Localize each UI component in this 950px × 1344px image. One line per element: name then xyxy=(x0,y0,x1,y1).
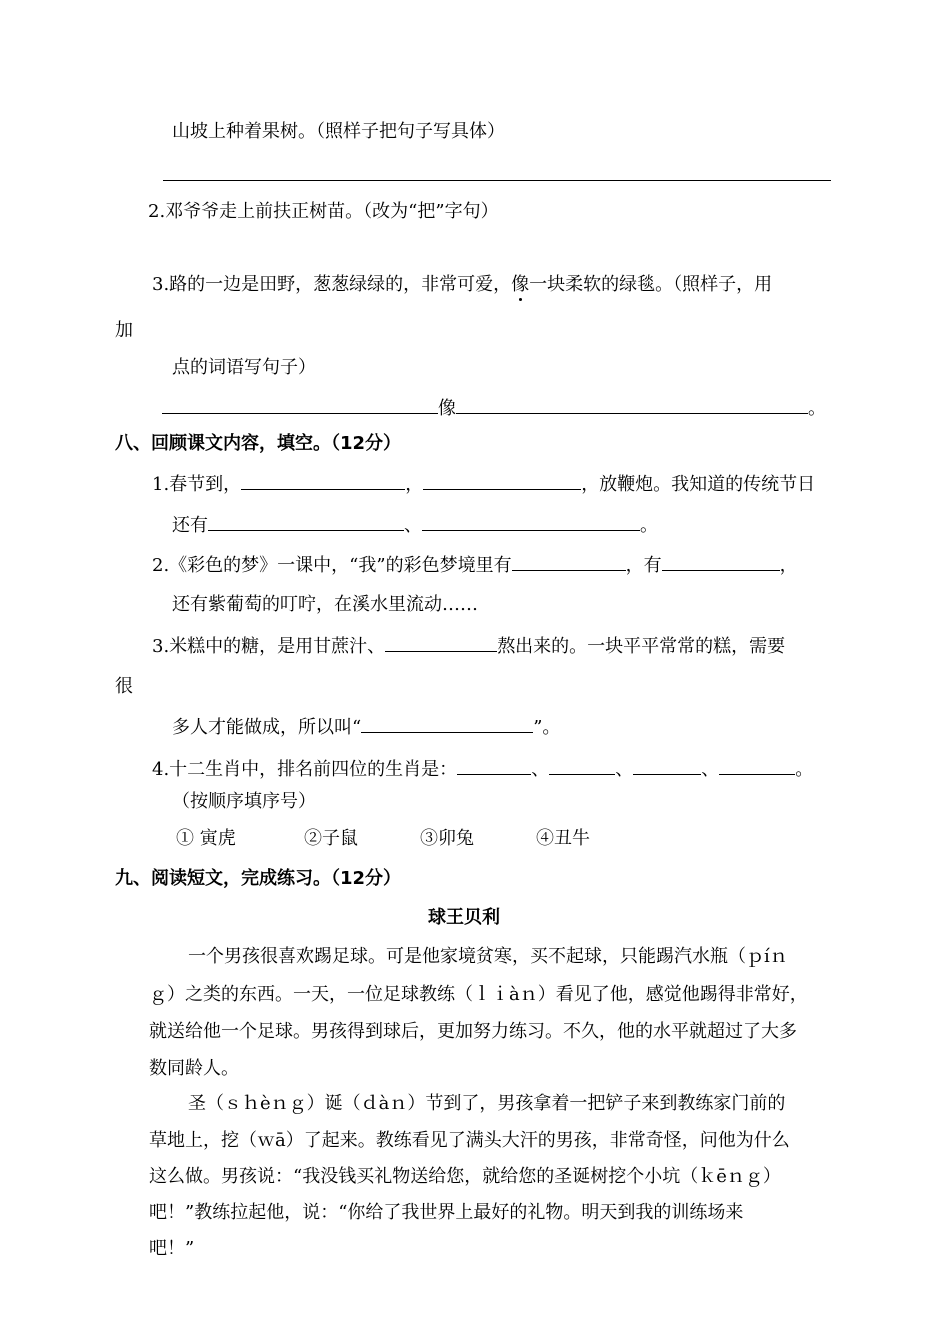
s8-q1-text-b: ， xyxy=(405,474,424,495)
s8-q3-wrap: 很 xyxy=(115,676,133,697)
s9-p1-line-3: 就送给他一个足球。男孩得到球后，更加努力练习。不久，他的水平就超过了大多 xyxy=(149,1021,797,1042)
s8-q3-text-a: 3.米糕中的糖，是用甘蔗汁、 xyxy=(152,636,386,657)
s8-q1-text-c: ，放鞭炮。我知道的传统节日 xyxy=(581,474,816,495)
s8-q1-text-e: 、 xyxy=(404,515,422,536)
s9-p2-line-4: 吧！”教练拉起他，说：“你给了我世界上最好的礼物。明天到我的训练场来 xyxy=(149,1202,744,1223)
s8-q4-option-3: ③卯兔 xyxy=(420,828,474,849)
s8-q2-line1 xyxy=(152,552,798,578)
s8-q4-blank-2[interactable] xyxy=(549,756,615,775)
s7-q3-blank-1[interactable] xyxy=(162,395,438,414)
s9-p2-line-2: 草地上，挖（ｗā）了起来。教练看见了满头大汗的男孩，非常奇怪，问他为什么 xyxy=(149,1130,790,1151)
s8-q3-line1 xyxy=(152,633,785,659)
s7-q3-line2: 点的词语写句子） xyxy=(172,357,316,378)
s8-q4-note: （按顺序填序号） xyxy=(172,791,316,812)
s8-q3-text-c: 多人才能做成，所以叫“ xyxy=(172,717,362,738)
s7-q3-dotted-char: 像 xyxy=(511,274,530,295)
s7-q3-blank-end: 。 xyxy=(808,398,826,419)
s7-q3-line1 xyxy=(152,273,772,297)
s7-q2-text: 2.邓爷爷走上前扶正树苗。（改为“把”字句） xyxy=(148,201,499,222)
s8-q4-blank-3[interactable] xyxy=(633,756,701,775)
s8-q3-text-d: ”。 xyxy=(533,717,561,738)
s7-q3-line1-a: 3.路的一边是田野，葱葱绿绿的，非常可爱， xyxy=(152,274,512,295)
s8-q4-option-1: ① 寅虎 xyxy=(176,828,236,849)
s8-q2-text-b: ，有 xyxy=(625,555,662,576)
s8-q1-blank-2[interactable] xyxy=(423,471,581,490)
s8-q2-line2: 还有紫葡萄的叮咛，在溪水里流动…… xyxy=(172,594,478,615)
s8-q1-text-a: 1.春节到， xyxy=(152,474,242,495)
s8-q3-blank-1[interactable] xyxy=(385,633,497,652)
s8-q2-text-a: 2.《彩色的梦》一课中，“我”的彩色梦境里有 xyxy=(152,555,512,576)
s8-q3-blank-2[interactable] xyxy=(361,714,533,733)
s7-q1-answer-line[interactable] xyxy=(163,162,831,181)
s8-q2-blank-2[interactable] xyxy=(662,552,780,571)
s8-q4-option-4: ④丑牛 xyxy=(536,828,590,849)
s8-q4-text-a: 4.十二生肖中，排名前四位的生肖是： xyxy=(152,759,458,780)
s8-q2-blank-1[interactable] xyxy=(512,552,626,571)
s9-p1-line-2: ｇ）之类的东西。一天，一位足球教练（ｌｉàｎ）看见了他，感觉他踢得非常好， xyxy=(149,984,808,1005)
s8-q1-blank-3[interactable] xyxy=(208,512,404,531)
s8-q4-blank-4[interactable] xyxy=(719,756,795,775)
s8-q1-text-d: 还有 xyxy=(172,515,208,536)
s8-q4-end: 。 xyxy=(795,759,814,780)
s8-q1-blank-4[interactable] xyxy=(422,512,640,531)
s9-title: 球王贝利 xyxy=(428,907,500,928)
s7-q3-wrap: 加 xyxy=(115,320,133,341)
s9-p1-line-4: 数同龄人。 xyxy=(149,1058,239,1079)
s7-q3-blank-2[interactable] xyxy=(456,395,808,414)
s9-p2-line-1: 圣（ｓｈèｎｇ）诞（ｄàｎ）节到了，男孩拿着一把铲子来到教练家门前的 xyxy=(188,1093,786,1114)
s8-q4-blank-1[interactable] xyxy=(457,756,531,775)
s9-heading: 九、阅读短文，完成练习。（12分） xyxy=(115,868,402,889)
s8-q4-sep-3: 、 xyxy=(701,759,720,780)
s7-q3-blank-mid: 像 xyxy=(438,398,456,419)
s8-q1-text-f: 。 xyxy=(640,515,658,536)
s8-q4-sep-2: 、 xyxy=(615,759,634,780)
s8-q2-text-c: ， xyxy=(779,555,798,576)
s8-q1-blank-1[interactable] xyxy=(241,471,405,490)
s7-q3-line1-b: 一块柔软的绿毯。（照样子，用 xyxy=(529,274,773,295)
s8-q4-option-2: ②子鼠 xyxy=(304,828,358,849)
s7-q3-fill-line xyxy=(162,395,826,421)
s9-p2-line-3: 这么做。男孩说：“我没钱买礼物送给您，就给您的圣诞树挖个小坑（ｋēｎｇ） xyxy=(149,1166,781,1187)
s8-heading: 八、回顾课文内容，填空。（12分） xyxy=(115,433,402,454)
s9-p2-line-5: 吧！” xyxy=(149,1238,195,1259)
s8-q1-line1 xyxy=(152,471,815,497)
s8-q3-text-b: 熬出来的。一块平平常常的糕，需要 xyxy=(497,636,786,657)
s8-q3-line2 xyxy=(172,714,560,740)
s8-q1-line2 xyxy=(172,512,658,538)
s8-q4-sep-1: 、 xyxy=(531,759,550,780)
s8-q4-line1 xyxy=(152,756,813,782)
s9-p1-line-1: 一个男孩很喜欢踢足球。可是他家境贫寒，买不起球，只能踢汽水瓶（ｐíｎ xyxy=(188,946,788,967)
s7-q1-text: 山坡上种着果树。（照样子把句子写具体） xyxy=(172,121,505,142)
